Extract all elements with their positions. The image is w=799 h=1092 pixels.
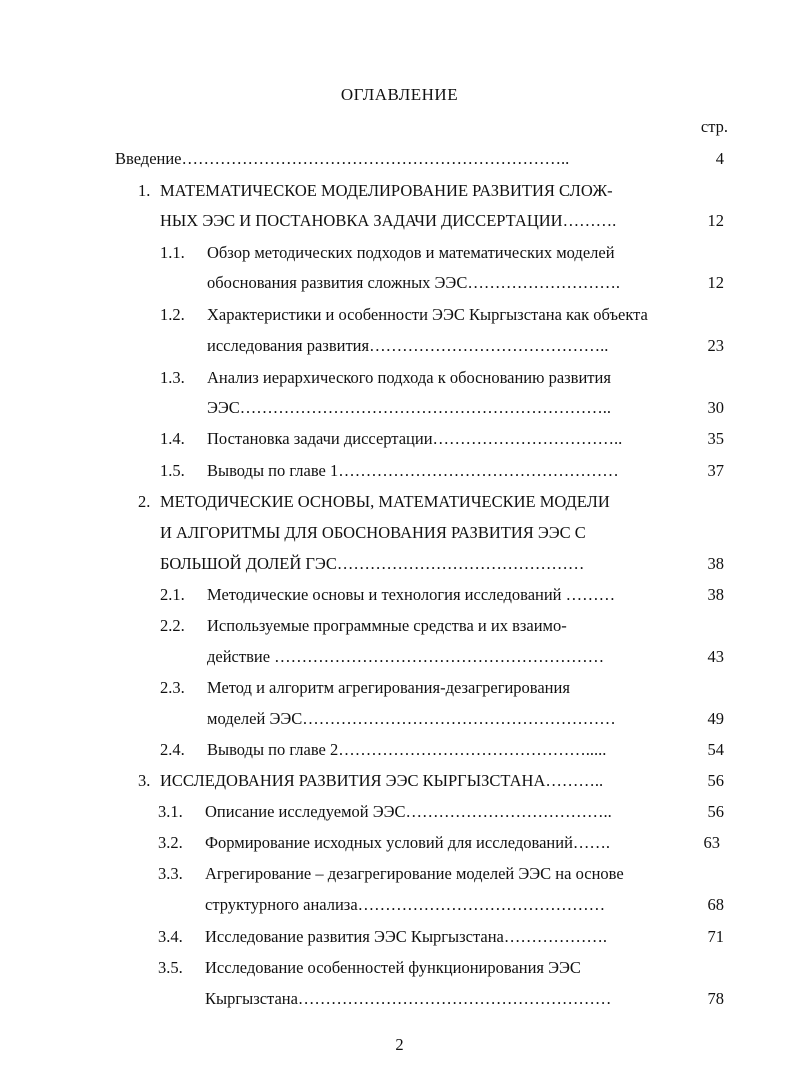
toc-page: 54 xyxy=(707,740,724,759)
toc-chapter-2-line3: БОЛЬШОЙ ДОЛЕЙ ГЭС……………………………………… xyxy=(160,554,585,573)
toc-number: 1.1. xyxy=(160,243,185,262)
page-number: 2 xyxy=(395,1035,404,1054)
toc-number: 2.3. xyxy=(160,678,185,697)
toc-number: 3.5. xyxy=(158,958,183,977)
toc-chapter-3: ИССЛЕДОВАНИЯ РАЗВИТИЯ ЭЭС КЫРГЫЗСТАНА……….. xyxy=(160,771,604,790)
toc-section-2-3-line2: моделей ЭЭС………………………………………………… xyxy=(207,709,616,728)
toc-page: 56 xyxy=(707,771,724,790)
toc-section-3-3-line1: Агрегирование – дезагрегирование моделей ЭЭС на основе xyxy=(205,864,624,883)
toc-section-3-5-line2: Кыргызстана………………………………………………… xyxy=(205,989,612,1008)
toc-section-2-2-line2: действие …………………………………………………… xyxy=(207,647,605,666)
toc-chapter-2-line2: И АЛГОРИТМЫ ДЛЯ ОБОСНОВАНИЯ РАЗВИТИЯ ЭЭС С xyxy=(160,523,586,542)
toc-page: 43 xyxy=(707,647,724,666)
toc-section-1-3-line2: ЭЭС………………………………………………………….. xyxy=(207,398,612,417)
toc-section-1-2-line1: Характеристики и особенности ЭЭС Кыргызстана как объекта xyxy=(207,305,648,324)
toc-section-3-3-line2: структурного анализа……………………………………… xyxy=(205,895,606,914)
toc-section-1-1-line1: Обзор методических подходов и математических моделей xyxy=(207,243,615,262)
toc-number: 3.2. xyxy=(158,833,183,852)
toc-chapter-2-line1: МЕТОДИЧЕСКИЕ ОСНОВЫ, МАТЕМАТИЧЕСКИЕ МОДЕЛИ xyxy=(160,492,610,511)
toc-section-3-5-line1: Исследование особенностей функционирования ЭЭС xyxy=(205,958,581,977)
toc-page: 56 xyxy=(707,802,724,821)
toc-number: 3.4. xyxy=(158,927,183,946)
toc-number: 3.1. xyxy=(158,802,183,821)
toc-page: 78 xyxy=(707,989,724,1008)
toc-number: 1.2. xyxy=(160,305,185,324)
toc-page: 38 xyxy=(707,554,724,573)
toc-number: 3.3. xyxy=(158,864,183,883)
toc-entry-intro: Введение…………………………………………………………….. xyxy=(115,149,570,168)
toc-section-2-1: Методические основы и технология исследований ……… xyxy=(207,585,616,604)
toc-number: 1.4. xyxy=(160,429,185,448)
toc-page: 30 xyxy=(707,398,724,417)
toc-page: 12 xyxy=(707,211,724,230)
toc-page: 63 xyxy=(703,833,720,852)
toc-number: 2.4. xyxy=(160,740,185,759)
toc-number: 1.3. xyxy=(160,368,185,387)
toc-section-1-3-line1: Анализ иерархического подхода к обоснованию развития xyxy=(207,368,611,387)
toc-chapter-1-line2: НЫХ ЭЭС И ПОСТАНОВКА ЗАДАЧИ ДИССЕРТАЦИИ………. xyxy=(160,211,617,230)
toc-section-1-1-line2: обоснования развития сложных ЭЭС………………………. xyxy=(207,273,620,292)
toc-page-intro: 4 xyxy=(715,149,724,168)
toc-number: 1.5. xyxy=(160,461,185,480)
toc-page: 71 xyxy=(707,927,724,946)
toc-number: 3. xyxy=(138,771,151,790)
toc-page: 35 xyxy=(707,429,724,448)
toc-number: 2. xyxy=(138,492,151,511)
page-column-label: стр. xyxy=(700,117,728,136)
toc-section-1-2-line2: исследования развития…………………………………….. xyxy=(207,336,609,355)
toc-page: 23 xyxy=(707,336,724,355)
toc-section-3-1: Описание исследуемой ЭЭС……………………………….. xyxy=(205,802,612,821)
toc-section-2-4: Выводы по главе 2………………………………………..... xyxy=(207,740,607,759)
page-title: ОГЛАВЛЕНИЕ xyxy=(340,85,459,104)
toc-page: 12 xyxy=(707,273,724,292)
toc-section-2-2-line1: Используемые программные средства и их взаимо- xyxy=(207,616,567,635)
toc-number: 2.2. xyxy=(160,616,185,635)
toc-page: 68 xyxy=(707,895,724,914)
toc-number: 2.1. xyxy=(160,585,185,604)
toc-section-1-4: Постановка задачи диссертации…………………………….. xyxy=(207,429,623,448)
toc-chapter-1-line1: МАТЕМАТИЧЕСКОЕ МОДЕЛИРОВАНИЕ РАЗВИТИЯ СЛОЖ- xyxy=(160,181,613,200)
toc-page: 38 xyxy=(707,585,724,604)
toc-section-3-2: Формирование исходных условий для исследований……. xyxy=(205,833,611,852)
toc-section-1-5: Выводы по главе 1…………………………………………… xyxy=(207,461,619,480)
toc-number: 1. xyxy=(138,181,151,200)
toc-page: 49 xyxy=(707,709,724,728)
toc-section-2-3-line1: Метод и алгоритм агрегирования-дезагрегирования xyxy=(207,678,570,697)
toc-page: 37 xyxy=(707,461,724,480)
toc-section-3-4: Исследование развития ЭЭС Кыргызстана………………. xyxy=(205,927,607,946)
